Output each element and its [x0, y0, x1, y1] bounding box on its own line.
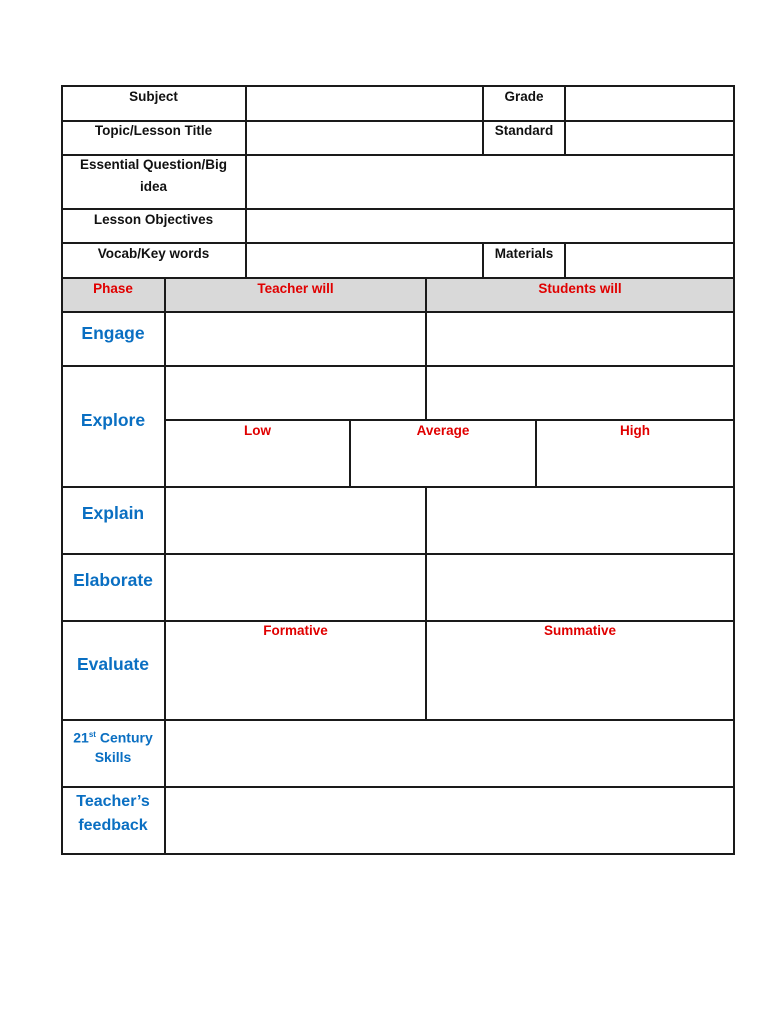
evaluate-formative-header: Formative	[263, 623, 328, 638]
objectives-field[interactable]	[247, 210, 733, 242]
engage-students-field[interactable]	[427, 313, 733, 365]
subject-label: Subject	[129, 89, 178, 104]
elaborate-teacher-field[interactable]	[166, 555, 425, 620]
phase-teacher-feedback	[62, 788, 164, 840]
materials-field[interactable]	[566, 244, 733, 277]
phase-explain: Explain	[81, 502, 145, 523]
phase-column-header: Phase	[93, 281, 133, 296]
explore-level-low: Low	[244, 423, 271, 438]
feedback-line-1: Teacher’s	[76, 793, 150, 810]
objectives-label: Lesson Objectives	[93, 212, 214, 227]
phase-engage: Engage	[81, 322, 145, 343]
subject-field[interactable]	[247, 87, 482, 120]
essential-label-line-1: Essential Question/Big	[79, 157, 228, 172]
essential-question-label	[62, 154, 245, 198]
standard-label: Standard	[494, 123, 554, 138]
explain-students-field[interactable]	[427, 488, 733, 553]
topic-label: Topic/Lesson Title	[94, 123, 213, 138]
phase-evaluate: Evaluate	[77, 653, 149, 674]
explore-teacher-field[interactable]	[166, 367, 425, 419]
essential-label-line-2: idea	[139, 179, 167, 194]
topic-field[interactable]	[247, 122, 482, 154]
explain-teacher-field[interactable]	[166, 488, 425, 553]
teacher-column-header: Teacher will	[257, 281, 334, 296]
grade-label: Grade	[504, 89, 544, 104]
explore-level-high: High	[620, 423, 650, 438]
students-column-header: Students will	[538, 281, 622, 296]
materials-label: Materials	[494, 246, 554, 261]
grade-field[interactable]	[566, 87, 733, 120]
border-h	[61, 853, 735, 855]
engage-teacher-field[interactable]	[166, 313, 425, 365]
phase-elaborate: Elaborate	[73, 569, 153, 590]
vocab-field[interactable]	[247, 244, 482, 277]
border-v	[733, 85, 735, 855]
essential-question-field[interactable]	[247, 156, 733, 208]
feedback-field[interactable]	[166, 788, 733, 853]
phase-21st-century-skills	[62, 721, 164, 771]
skills-line-1: 21st Century	[73, 729, 153, 746]
standard-field[interactable]	[566, 122, 733, 154]
explore-level-average: Average	[416, 423, 470, 438]
elaborate-students-field[interactable]	[427, 555, 733, 620]
phase-explore: Explore	[80, 409, 146, 430]
border-h	[164, 419, 735, 421]
vocab-label: Vocab/Key words	[97, 246, 210, 261]
skills-field[interactable]	[166, 721, 733, 786]
skills-line-2: Skills	[94, 749, 132, 766]
evaluate-summative-header: Summative	[543, 623, 617, 638]
explore-students-field[interactable]	[427, 367, 733, 419]
feedback-line-2: feedback	[78, 817, 148, 834]
border-h	[61, 277, 735, 279]
